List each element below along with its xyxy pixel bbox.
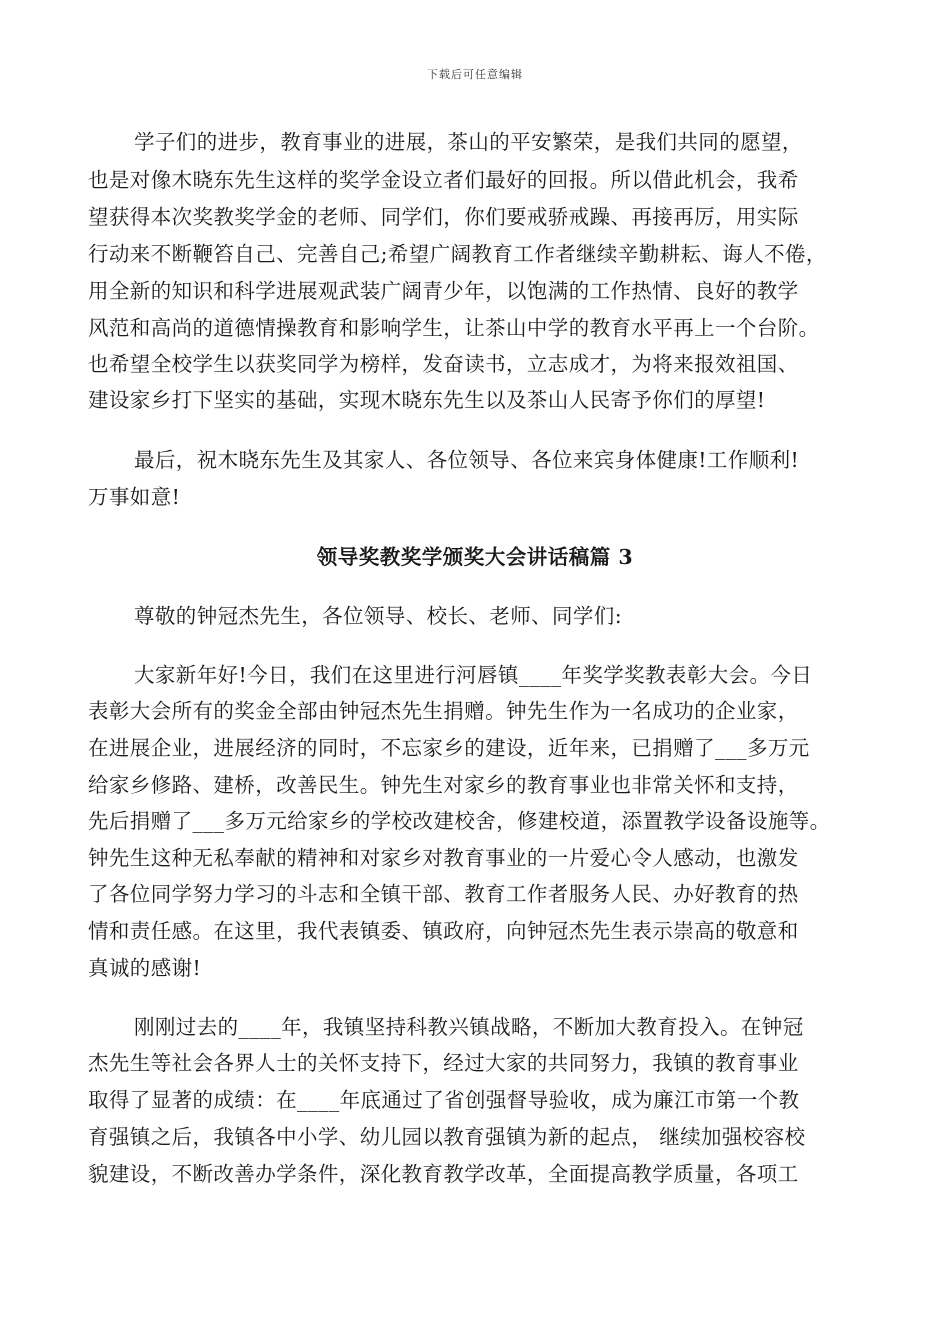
paragraph-line: 貌建设，不断改善办学条件，深化教育教学改革，全面提高教学质量，各项工 [88,1162,799,1186]
closing-line: 最后，祝木晓东先生及其家人、各位领导、各位来宾身体健康!工作顺利! [134,448,800,472]
paragraph-line: 杰先生等社会各界人士的关怀支持下，经过大家的共同努力，我镇的教育事业 [88,1051,799,1075]
paragraph-line: 风范和高尚的道德情操教育和影响学生，让茶山中学的教育水平再上一个台阶。 [88,316,820,340]
closing-line: 万事如意! [88,485,181,509]
paragraph-line: 望获得本次奖教奖学金的老师、同学们，你们要戒骄戒躁、再接再厉，用实际 [88,205,799,229]
paragraph-line: 在进展企业，进展经济的同时，不忘家乡的建设，近年来，已捐赠了___多万元 [88,736,810,760]
salutation: 尊敬的钟冠杰先生，各位领导、校长、老师、同学们: [134,604,623,628]
paragraph-line: 行动来不断鞭笞自己、完善自己;希望广阔教育工作者继续辛勤耕耘、诲人不倦， [88,242,827,266]
paragraph-line: 了各位同学努力学习的斗志和全镇干部、教育工作者服务人民、办好教育的热 [88,882,799,906]
paragraph-line: 大家新年好!今日，我们在这里进行河唇镇____年奖学奖教表彰大会。今日 [134,663,813,687]
paragraph-line: 用全新的知识和科学进展观武装广阔青少年，以饱满的工作热情、良好的教学 [88,279,799,303]
paragraph-line: 也希望全校学生以获奖同学为榜样，发奋读书，立志成才，为将来报效祖国、 [88,352,799,376]
paragraph-line: 真诚的感谢! [88,956,202,980]
section-title: 领导奖教奖学颁奖大会讲话稿篇 3 [316,545,634,569]
paragraph-line: 钟先生这种无私奉献的精神和对家乡对教育事业的一片爱心令人感动，也激发 [88,846,799,870]
paragraph-line: 情和责任感。在这里，我代表镇委、镇政府，向钟冠杰先生表示崇高的敬意和 [88,919,799,943]
paragraph-line: 表彰大会所有的奖金全部由钟冠杰先生捐赠。钟先生作为一名成功的企业家， [88,699,799,723]
paragraph-line: 刚刚过去的____年，我镇坚持科教兴镇战略，不断加大教育投入。在钟冠 [134,1015,804,1039]
paragraph-line: 也是对像木晓东先生这样的奖学金设立者们最好的回报。所以借此机会，我希 [88,168,799,192]
paragraph-line: 育强镇之后，我镇各中小学、幼儿园以教育强镇为新的起点， 继续加强校容校 [88,1125,806,1149]
page-header-note: 下载后可任意编辑 [427,68,523,81]
paragraph-line: 取得了显著的成绩：在____年底通过了省创强督导验收，成为廉江市第一个教 [88,1088,800,1112]
paragraph-line: 先后捐赠了___多万元给家乡的学校改建校舍，修建校道，添置教学设备设施等。 [88,809,831,833]
paragraph-line: 建设家乡打下坚实的基础，实现木晓东先生以及茶山人民寄予你们的厚望! [88,388,766,412]
paragraph-line: 学子们的进步，教育事业的进展，茶山的平安繁荣，是我们共同的愿望， [134,130,803,154]
paragraph-line: 给家乡修路、建桥，改善民生。钟先生对家乡的教育事业也非常关怀和支持， [88,773,799,797]
